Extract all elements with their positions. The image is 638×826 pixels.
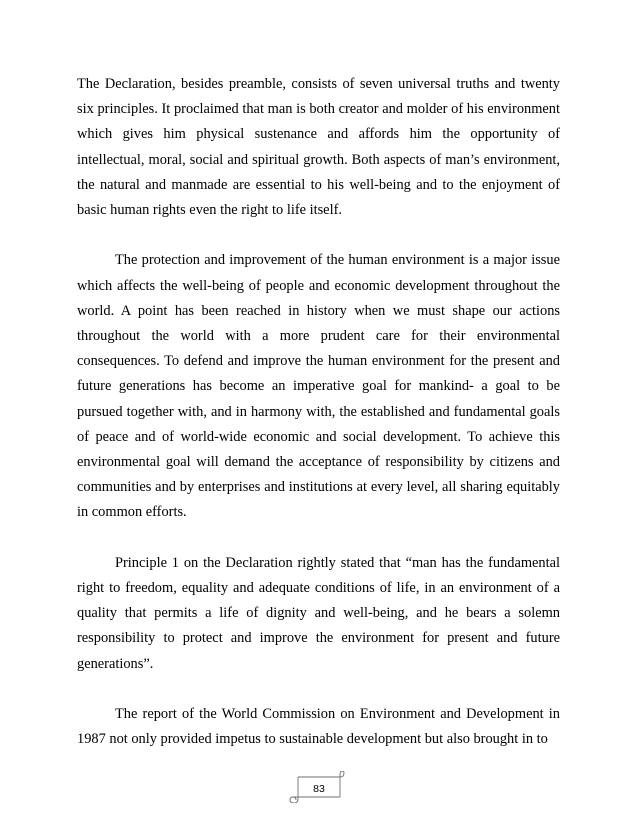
page-number: 83 [313, 783, 325, 795]
paragraph-protection: The protection and improvement of the human environment is a major issue which affects the well-being of people and economic development throughout the world. A point has been reached in history when we must shape our actions throughout the world with a more prudent care for their environmental consequences. To defend and improve the human environment for the present and future generations has become an imperative goal for mankind- a goal to be pursued together with, and in harmony with, the established and fundamental goals of peace and of world-wide economic and social development. To achieve this environmental goal will demand the acceptance of responsibility by citizens and communities and by enterprises and institutions at every level, all sharing equitably in common efforts. [77, 252, 560, 521]
paragraph-world-commission: The report of the World Commission on Environment and Development in 1987 not only provided impetus to sustainable development but also brought in to [77, 706, 560, 748]
page-number-scroll [288, 771, 346, 803]
page-body [77, 72, 560, 752]
paragraph-declaration: The Declaration, besides preamble, consists of seven universal truths and twenty six principles. It proclaimed that man is both creator and molder of his environment which gives him physical sustenance and affords him the opportunity of intellectual, moral, social and spiritual growth. Both aspects of man’s environment, the natural and manmade are essential to his well-being and to the enjoyment of basic human rights even the right to life itself. [77, 76, 560, 219]
paragraph-principle-1: Principle 1 on the Declaration rightly stated that “man has the fundamental right to freedom, equality and adequate conditions of life, in an environment of a quality that permits a life of dignity and well-being, and he bears a solemn responsibility to protect and improve the environment for present and future generations”. [77, 554, 560, 672]
